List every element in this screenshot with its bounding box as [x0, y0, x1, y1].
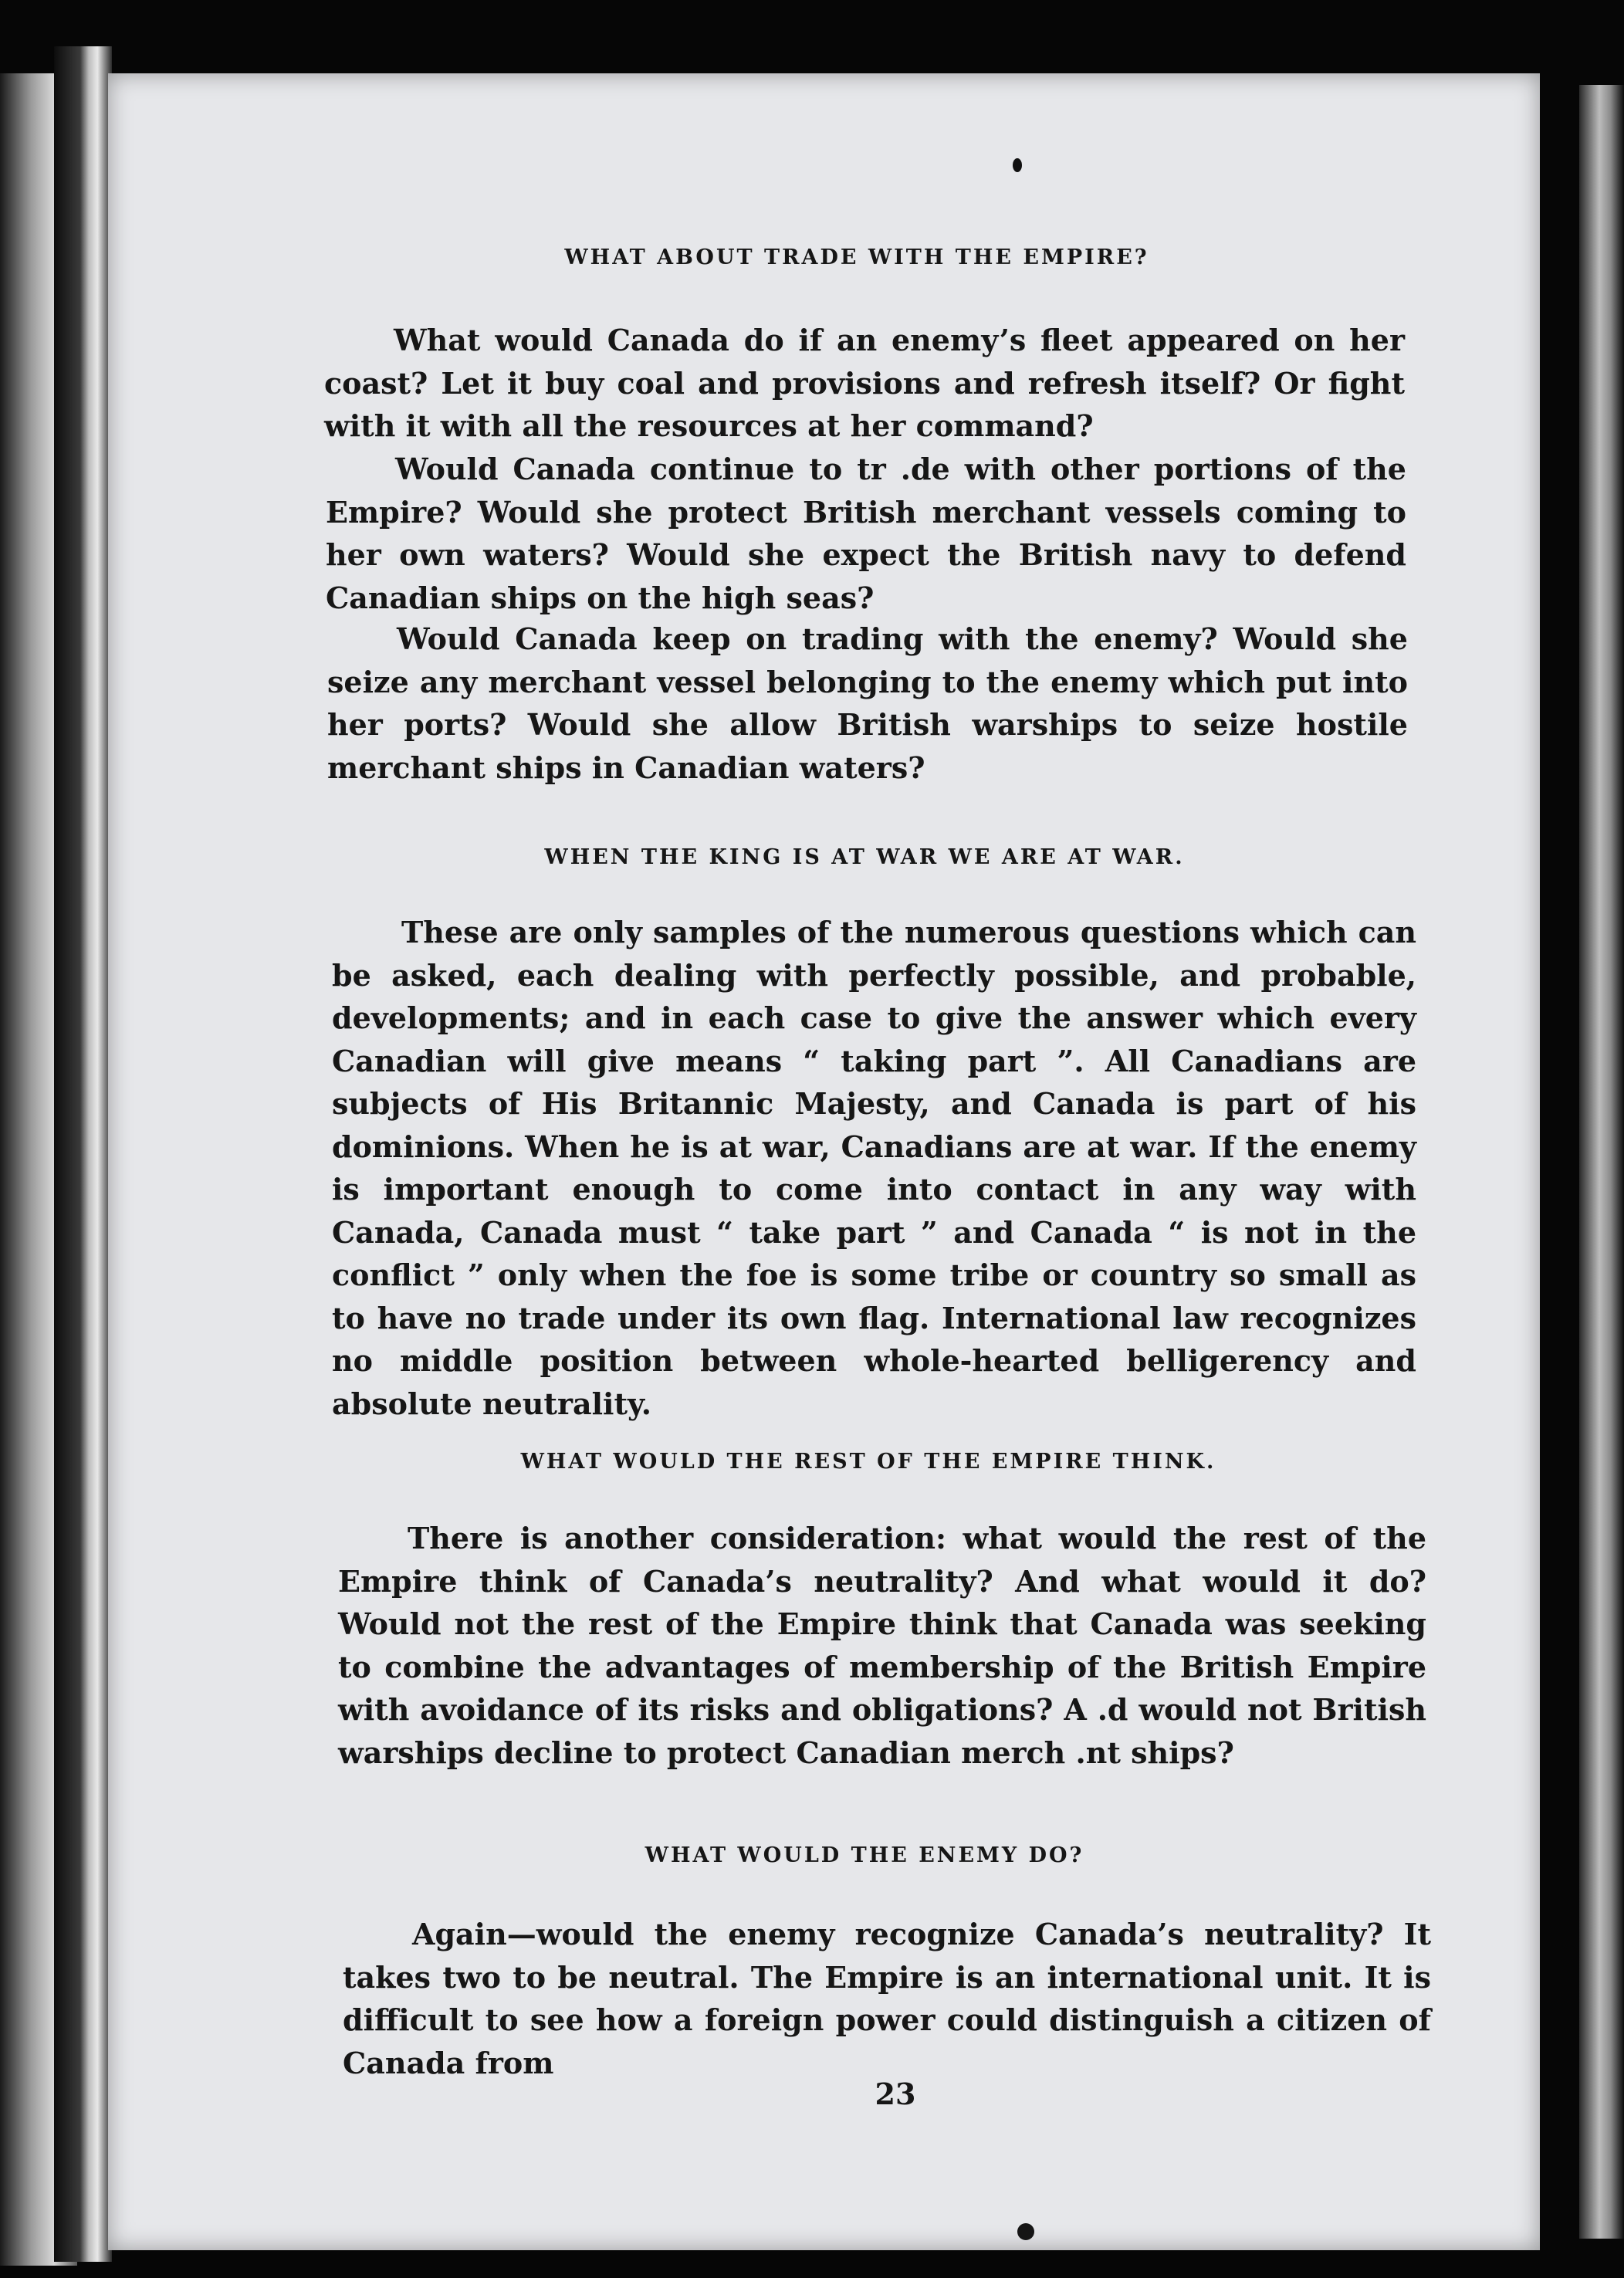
paragraph-enemy-recognize: Again—would the enemy recognize Canada’s neutrality? It takes two to be neutral. The Empire is an international unit. It is difficult to see how a foreign power could distinguish a citizen of Canada from [343, 1917, 1431, 2080]
section-heading-rest-of-empire: WHAT WOULD THE REST OF THE EMPIRE THINK. [520, 1450, 1216, 1474]
book-spine [54, 46, 112, 2262]
ink-speck [1017, 2223, 1034, 2240]
paragraph-trade-empire: Would Canada continue to tr .de with other portions of the Empire? Would she protect British merchant vessels coming to her own waters? Would she expect the British navy to defend Canadian ships on the high seas? [326, 452, 1406, 615]
paragraph-consideration: There is another consideration: what would the rest of the Empire think of Canada’s neutrality? And what would it do? Would not the rest of the Empire think that Canada was seeking to combine the advantages of membership of the British Empire with avoidance of its risks and obligations? A .d would not British warships decline to protect Canadian merch .nt ships? [338, 1521, 1426, 1770]
paragraph-samples: These are only samples of the numerous questions which can be asked, each dealing with perfectly possible, and probable, developments; and in each case to give the answer which every Canadian will give means “ taking part ”. All Canadians are subjects of His Britannic Majesty, and Canada is part of his dominions. When he is at war, Canadians are at war. If the enemy is important enough to come into contact in any way with Canada, Canada must “ take part ” and Canada “ is not in the conflict ” only when the foe is some tribe or country so small as to have no trade under its own flag. International law recognizes no middle position between whole-hearted belligerency and absolute neutrality. [332, 915, 1416, 1421]
page-number: 23 [875, 2077, 916, 2111]
section-heading-trade: WHAT ABOUT TRADE WITH THE EMPIRE? [564, 245, 1149, 269]
page-stack-edge [1579, 85, 1624, 2239]
paragraph-trade-enemy: Would Canada keep on trading with the enemy? Would she seize any merchant vessel belonging to the enemy which put into her ports? Would she allow British warships to seize hostile merchant ships in Canadian waters? [327, 621, 1408, 785]
ink-speck [1013, 158, 1022, 172]
section-heading-enemy: WHAT WOULD THE ENEMY DO? [645, 1843, 1084, 1867]
section-heading-king-at-war: WHEN THE KING IS AT WAR WE ARE AT WAR. [544, 845, 1185, 869]
paragraph-enemy-fleet: What would Canada do if an enemy’s fleet appeared on her coast? Let it buy coal and provisions and refresh itself? Or fight with it with all the resources at her command? [324, 323, 1405, 443]
